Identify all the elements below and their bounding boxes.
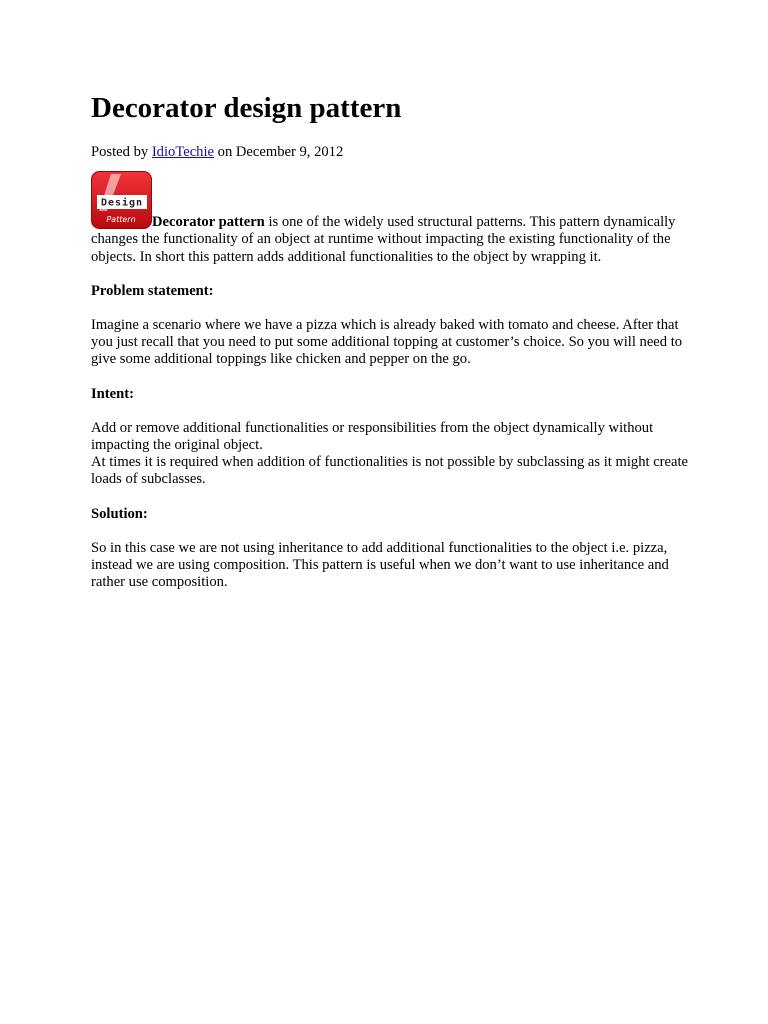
intent-line-2: At times it is required when addition of functionalities is not possible by subclassing as it might create loads of subclasses. <box>91 454 689 488</box>
intro-rest: is one of the widely used structural patterns. This pattern dynamically changes the functionality of an object at runtime without impacting the existing functionality of the objects. In short this pattern adds additional functionalities to the object by wrapping it. <box>91 214 676 265</box>
logo-line1: Design <box>100 197 144 209</box>
article <box>91 88 691 591</box>
section-body-problem: Imagine a scenario where we have a pizza which is already baked with tomato and cheese. After that you just recall that you need to put some additional topping at customer’s choice. So you will need to give some additional toppings like chicken and pepper on the go. <box>91 317 683 368</box>
byline-prefix: Posted by <box>91 144 152 160</box>
section-heading-problem: Problem statement: <box>91 282 214 299</box>
section-body-intent <box>91 420 691 489</box>
intro-lead: Decorator pattern <box>152 214 265 231</box>
section-heading-solution: Solution: <box>91 505 148 522</box>
intro-text <box>91 214 691 266</box>
byline-date: on December 9, 2012 <box>214 144 344 160</box>
logo-line2: Pattern <box>106 215 136 225</box>
page-title: Decorator design pattern <box>91 92 402 124</box>
section-heading-intent: Intent: <box>91 385 134 402</box>
intent-line-1: Add or remove additional functionalities or responsibilities from the object dynamically without impacting the original object. <box>91 419 654 454</box>
intro-paragraph <box>91 171 691 266</box>
section-body-solution: So in this case we are not using inheritance to add additional functionalities to the object i.e. pizza, instead we are using composition. This pattern is useful when we don’t want to use inheritance and rather use composition. <box>91 539 669 591</box>
design-pattern-logo-icon <box>91 171 152 229</box>
author-link[interactable]: IdioTechie <box>151 144 214 160</box>
byline <box>91 144 691 161</box>
